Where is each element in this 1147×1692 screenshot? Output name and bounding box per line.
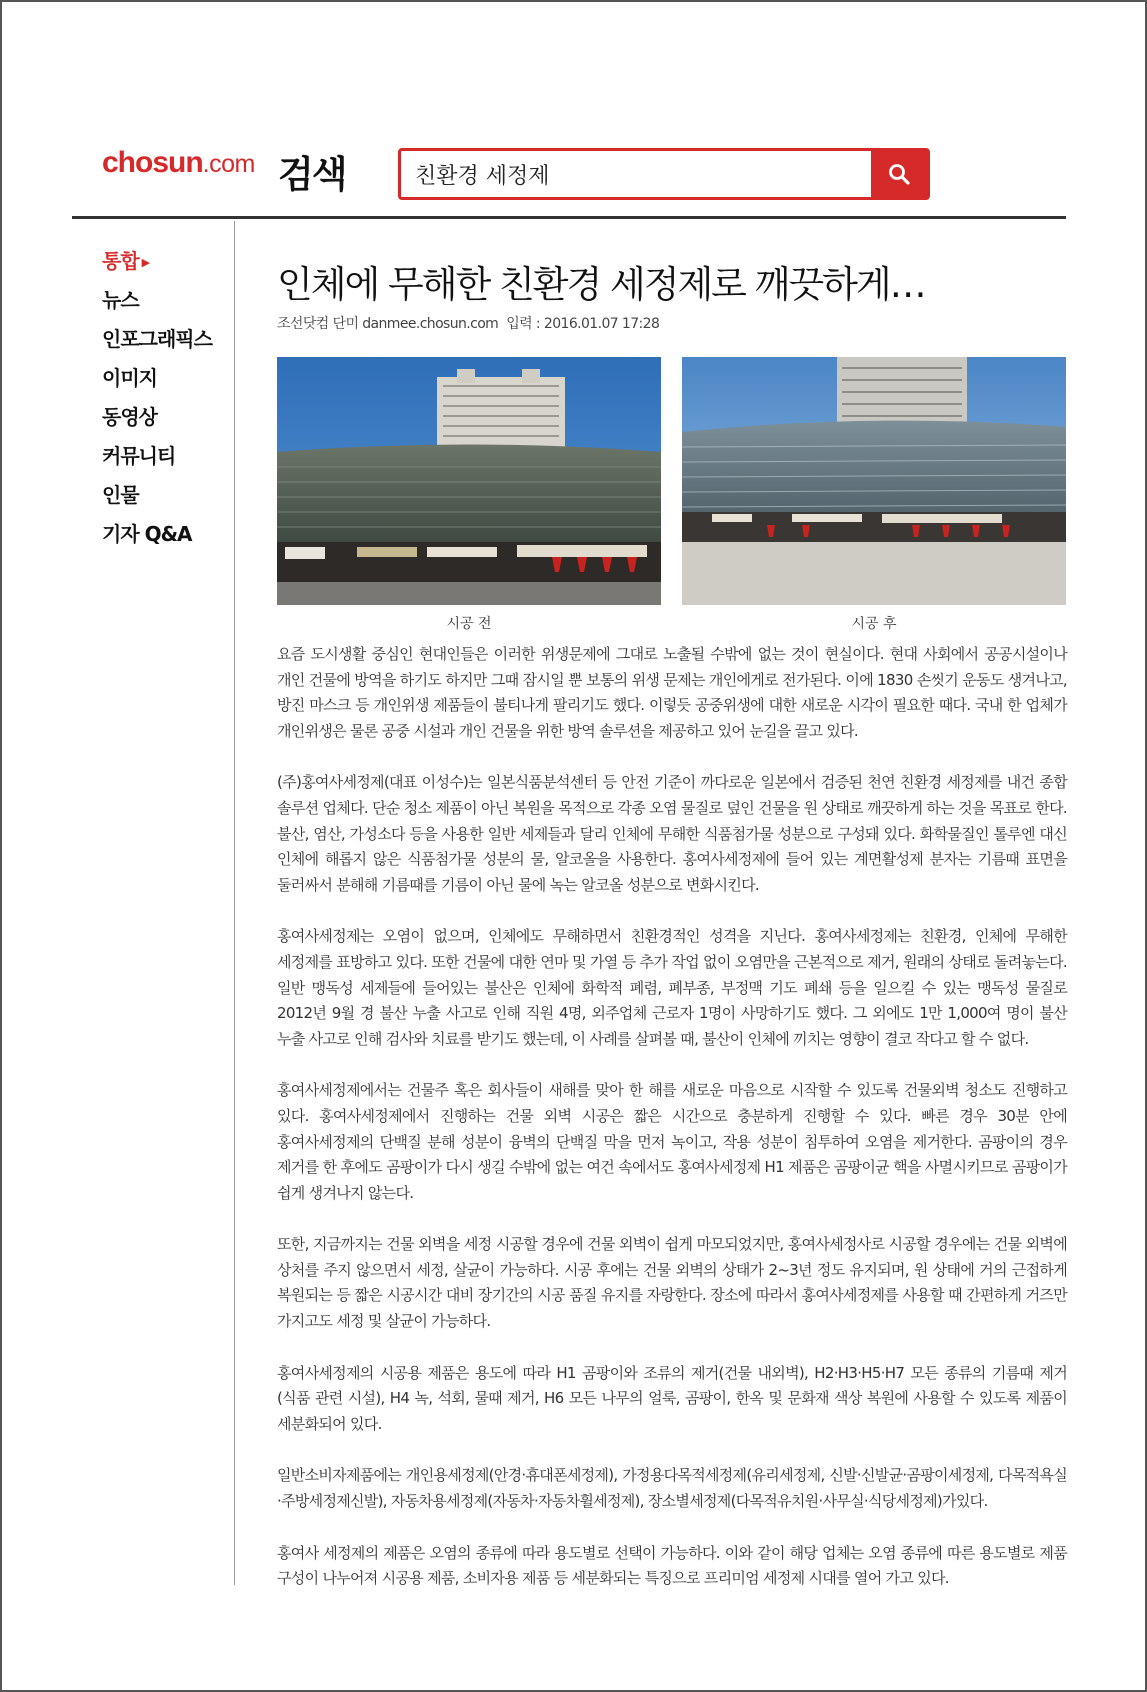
sidebar-item-label: 동영상 [102, 405, 157, 429]
search-input[interactable] [401, 151, 871, 197]
sidebar-item-images[interactable] [102, 363, 232, 402]
sidebar-item-reporter-qa[interactable] [102, 519, 232, 558]
photo-after-caption: 시공 후 [851, 616, 897, 632]
sidebar-item-label: 기자 Q&A [102, 522, 192, 546]
sidebar-item-news[interactable] [102, 285, 232, 324]
photo-after [682, 357, 1066, 605]
article-paragraph: (주)홍여사세정제(대표 이성수)는 일본식품분석센터 등 안전 기준이 까다로운 일본에서 검증된 천연 친환경 세정제를 내건 종합 솔루션 업체다. 단순 청소 제품이 아닌 복원을 목적으로 각종 오염 물질로 덮인 건물을 원 상태로 깨끗하게 하는 것을 목표로 한다.불산, 염산, 가성소다 등을 사용한 일반 세제들과 달리 인체에 무해한 식품첨가물 성분으로 구성돼 있다. 화학물질인 톨루엔 대신 인체에 해롭지 않은 식품첨가물 성분의 물, 알코올을 사용한다. 홍여사세정제에 들어 있는 계면활성제 분자는 기름때 표면을 둘러싸서 분해해 기름때를 기름이 아닌 물에 녹는 알코올 성분으로 변화시킨다. [277, 773, 1067, 894]
logo-main: chosun [102, 146, 203, 179]
article-paragraph: 홍여사세정제에서는 건물주 혹은 회사들이 새해를 맞아 한 해를 새로운 마음으로 시작할 수 있도록 건물외벽 청소도 진행하고 있다. 홍여사세정제에서 진행하는 건물 외벽 시공은 짧은 시간으로 충분하게 진행할 수 있다. 빠른 경우 30분 안에 홍여사세정제의 단백질 분해 성분이 융벽의 단백질 막을 먼저 녹이고, 작용 성분이 침투하여 오염을 제거한다. 곰팡이의 경우 제거를 한 후에도 곰팡이가 다시 생길 수밖에 없는 여건 속에서도 홍여사세정제 H1 제품은 곰팡이균 핵을 사멸시키므로 곰팡이가 쉽게 생겨나지 않는다. [277, 1081, 1067, 1202]
sidebar-item-label: 인포그래픽스 [102, 327, 212, 351]
photo-before-caption: 시공 전 [446, 616, 492, 632]
sidebar-item-infographics[interactable] [102, 324, 232, 363]
sidebar-divider [234, 221, 235, 1585]
sidebar-item-all[interactable] [102, 246, 232, 285]
caret-right-icon: ▶ [141, 255, 150, 269]
article-paragraph: 홍여사세정제는 오염이 없으며, 인체에도 무해하면서 친환경적인 성격을 지닌다. 홍여사세정제는 친환경, 인체에 무해한 세정제를 표방하고 있다. 또한 건물에 대한 연마 및 가열 등 추가 작업 없이 오염만을 근본적으로 제거, 원래의 상태로 돌려놓는다. 일반 맹독성 세제들에 들어있는 불산은 인체에 화학적 폐렴, 폐부종, 부정맥 기도 폐쇄 등을 일으킬 수 있는 맹독성 물질로 2012년 9월 경 불산 누출 사고로 인해 직원 4명, 외주업체 근로자 1명이 사망하기도 했다. 그 외에도 1만 1,000여 명이 불산 누출 사고로 인해 검사와 치료를 받기도 했는데, 이 사례를 살펴볼 때, 불산이 인체에 끼치는 영향이 결코 작다고 할 수 없다. [277, 927, 1067, 1048]
article-author: 조선닷컴 단미 danmee.chosun.com [277, 316, 499, 332]
header-divider [72, 216, 1066, 219]
article-byline [277, 313, 667, 333]
sidebar-item-community[interactable] [102, 441, 232, 480]
article-paragraph: 홍여사 세정제의 제품은 오염의 종류에 따라 용도별로 선택이 가능하다. 이와 같이 해당 업체는 오염 종류에 따른 용도별로 제품 구성이 나누어져 시공용 제품, 소비자용 제품 등 세분화되는 특징으로 프리미엄 세정제 시대를 열어 가고 있다. [277, 1543, 1067, 1588]
article-paragraph: 요즘 도시생활 중심인 현대인들은 이러한 위생문제에 그대로 노출될 수밖에 없는 것이 현실이다. 현대 사회에서 공공시설이나 개인 건물에 방역을 하기도 하지만 그때 잠시일 뿐 보통의 위생 문제는 개인에게로 전가된다. 이에 1830 손씻기 운동도 생겨나고, 방진 마스크 등 개인위생 제품들이 불티나게 팔리기도 했다. 이렇듯 공중위생에 대한 새로운 시각이 필요한 때다. 국내 한 업체가 개인위생은 물론 공중 시설과 개인 건물을 위한 방역 솔루션을 제공하고 있어 눈길을 끌고 있다. [277, 645, 1067, 740]
article-paragraph: 일반소비자제품에는 개인용세정제(안경·휴대폰세정제), 가정용다목적세정제(유리세정제, 신발·신발균·곰팡이세정제, 다목적욕실·주방세정제신발), 자동차용세정제(자동차·자동차휠세정제), 장소별세정제(다목적유치원·사무실·식당세정제)가있다. [277, 1466, 1067, 1511]
article-paragraph: 또한, 지금까지는 건물 외벽을 세정 시공할 경우에 건물 외벽이 쉽게 마모되었지만, 홍여사세정사로 시공할 경우에는 건물 외벽에 상처를 주지 않으면서 세정, 살균이 가능하다. 시공 후에는 건물 외벽의 상태가 2~3년 정도 유지되며, 원 상태에 거의 근접하게 복원되는 등 짧은 시공시간 대비 장기간의 시공 품질 유지를 자랑한다. 장소에 따라서 홍여사세정제를 사용할 때 간편하게 거즈만 가지고도 세정 및 살균이 가능하다. [277, 1235, 1067, 1331]
sidebar-item-people[interactable] [102, 480, 232, 519]
sidebar-item-label: 통합 [102, 249, 139, 273]
logo-domain: .com [202, 150, 255, 178]
search-box [398, 148, 930, 200]
photo-before [277, 357, 661, 605]
article-title: 인체에 무해한 친환경 세정제로 깨끗하게… [277, 263, 925, 306]
search-icon [887, 162, 911, 186]
article-date: 입력 : 2016.01.07 17:28 [506, 316, 660, 332]
sidebar-item-label: 인물 [102, 483, 139, 507]
chosun-logo[interactable] [102, 146, 255, 180]
article-paragraph: 홍여사세정제의 시공용 제품은 용도에 따라 H1 곰팡이와 조류의 제거(건물 내외벽), H2·H3·H5·H7 모든 종류의 기름때 제거(식품 관련 시설), H4 녹, 석회, 물때 제거, H6 모든 나무의 얼룩, 곰팡이, 한옥 및 문화재 색상 복원에 사용할 수 있도록 제품이 세분화되어 있다. [277, 1363, 1067, 1433]
sidebar-item-label: 커뮤니티 [102, 444, 176, 468]
sidebar-item-label: 이미지 [102, 366, 157, 390]
search-button[interactable] [871, 151, 927, 197]
sidebar-item-videos[interactable] [102, 402, 232, 441]
article-body [277, 642, 1067, 1592]
logo-section-label: 검색 [278, 153, 346, 196]
sidebar-nav [102, 246, 232, 558]
sidebar-item-label: 뉴스 [102, 288, 139, 312]
